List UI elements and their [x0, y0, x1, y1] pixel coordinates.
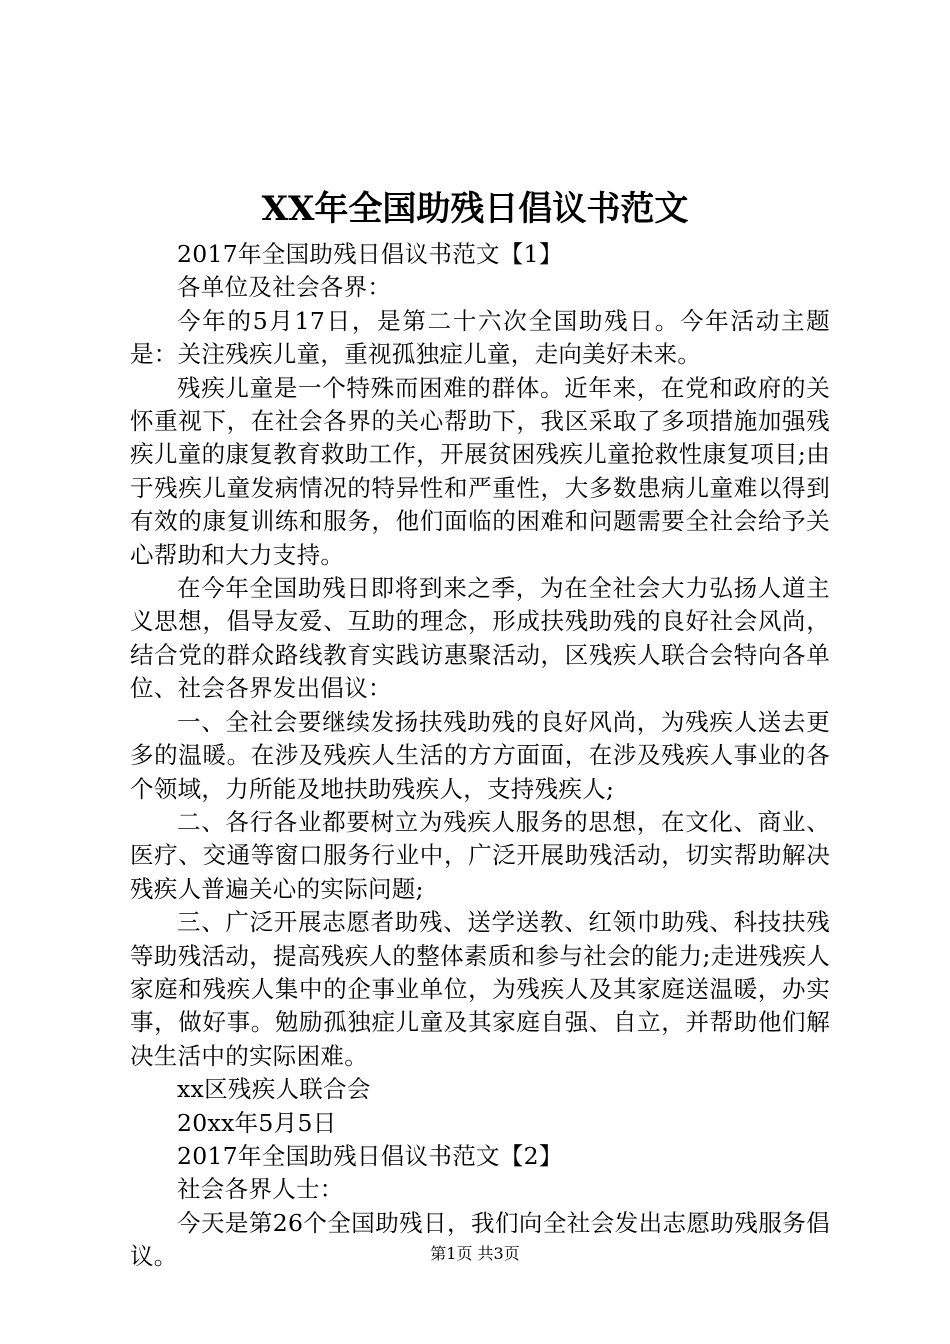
- document-title: XX年全国助残日倡议书范文: [261, 189, 689, 229]
- document-body: [130, 238, 830, 1274]
- signature-organization: xx区残疾人联合会: [177, 1075, 371, 1104]
- page-number-footer: 第1页 共3页: [430, 1244, 520, 1263]
- section-heading-2: 2017年全国助残日倡议书范文【2】: [177, 1141, 563, 1170]
- proposal-item-1: 一、全社会要继续发扬扶残助残的良好风尚，为残疾人送去更多的温暖。在涉及残疾人生活的方方面面，在涉及残疾人事业的各个领域，力所能及地扶助残疾人，支持残疾人;: [130, 707, 830, 803]
- signature-date: 20xx年5月5日: [177, 1108, 337, 1137]
- salutation-2: 社会各界人士：: [177, 1175, 344, 1204]
- paragraph-background: 残疾儿童是一个特殊而困难的群体。近年来，在党和政府的关怀重视下，在社会各界的关心帮助下，我区采取了多项措施加强残疾儿童的康复教育救助工作，开展贫困残疾儿童抢救性康复项目;由于残疾儿童发病情况的特异性和严重性，大多数患病儿童难以得到有效的康复训练和服务，他们面临的困难和问题需要全社会给予关心帮助和大力支持。: [130, 373, 830, 569]
- paragraph-call: 在今年全国助残日即将到来之季，为在全社会大力弘扬人道主义思想，倡导友爱、互助的理念，形成扶残助残的良好社会风尚，结合党的群众路线教育实践访惠聚活动，区残疾人联合会特向各单位、社会各界发出倡议：: [130, 574, 830, 703]
- salutation: 各单位及社会各界：: [177, 273, 392, 302]
- proposal-item-2: 二、各行各业都要树立为残疾人服务的思想，在文化、商业、医疗、交通等窗口服务行业中，广泛开展助残活动，切实帮助解决残疾人普遍关心的实际问题;: [130, 807, 830, 903]
- paragraph-theme: 今年的5月17日，是第二十六次全国助残日。今年活动主题是：关注残疾儿童，重视孤独症儿童，走向美好未来。: [130, 306, 830, 369]
- proposal-item-3: 三、广泛开展志愿者助残、送学送教、红领巾助残、科技扶残等助残活动，提高残疾人的整体素质和参与社会的能力;走进残疾人家庭和残疾人集中的企事业单位，为残疾人及其家庭送温暖，办实事，做好事。勉励孤独症儿童及其家庭自强、自立，并帮助他们解决生活中的实际困难。: [130, 908, 830, 1070]
- section-heading-1: 2017年全国助残日倡议书范文【1】: [177, 240, 563, 268]
- paragraph-intro-2: 今天是第26个全国助残日，我们向全社会发出志愿助残服务倡议。: [130, 1208, 830, 1271]
